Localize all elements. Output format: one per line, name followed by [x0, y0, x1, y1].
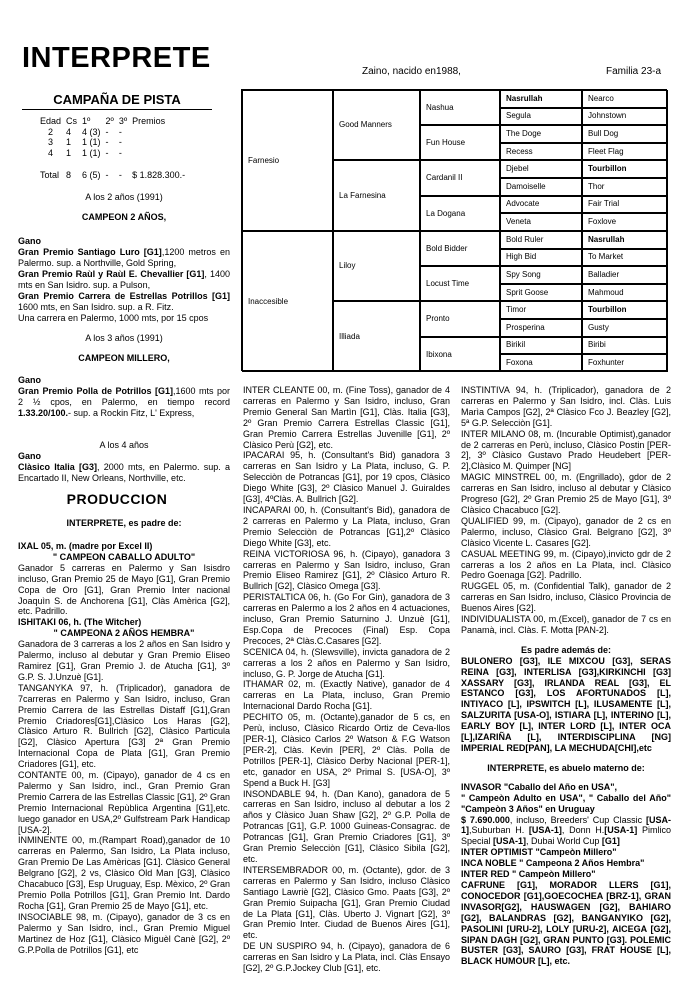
age-2-heading: A los 2 años (1991) — [85, 192, 163, 202]
offspring-column-3 — [461, 385, 671, 967]
stats-cell: 4 (3) — [82, 126, 101, 137]
horse-name-title: INTERPRETE — [22, 42, 211, 74]
pedigree-g4: Damoiselle — [500, 178, 582, 196]
pedigree-g4: Timor — [500, 301, 582, 319]
stats-cell: $ 1.828.300.- — [132, 170, 186, 180]
coat-birth-info: Zaino, nacido en1988, — [362, 66, 461, 77]
pedigree-g5: Balladier — [582, 266, 668, 284]
offspring-entry: INSOCIABLE 98, m. (Cipayo), ganador de 3 cs en Palermo y San Isidro, incl., Gran Premio Miguel Martinez de Hoz [G1], Clàsico Miguèl Canè [G2], 2º G.P.Polla de Potrillos [G1], etc — [18, 911, 230, 955]
pedigree-g3: Nashua — [420, 90, 500, 125]
pedigree-g4: Prosperina — [500, 319, 582, 337]
stats-header: Edad — [40, 116, 62, 126]
stats-row — [40, 127, 190, 138]
pedigree-g4: Foxona — [500, 354, 582, 372]
offspring-entry: MAGIC MINSTREL 00, m. (Engrillado), gdor de 2 carreras en San Isidro, incluso al debutar y Clàsico Progreso [G2], 2º Gran Premio 25 de Mayo [G1], 3º Clàsico Chacabuco [G2]. — [461, 472, 671, 515]
offspring-entry: CASUAL MEETING 99, m. (Cipayo),invicto gdr de 2 carreras a los 2 años en La Plata, incl. Clàsico Pedro Goenaga [G2]. Padrillo. — [461, 548, 671, 581]
stats-cell: - — [105, 170, 109, 180]
stats-cell: - — [118, 126, 122, 137]
pedigree-g4: Recess — [500, 143, 582, 161]
offspring-column-2 — [243, 385, 450, 974]
offspring-entry: DE UN SUSPIRO 94, h. (Cipayo), ganadora de 6 carreras en San Isidro y La Plata, incl. Clàs Ensayo [G2], 2º G.P.Jockey Club [G1], etc. — [243, 941, 450, 974]
pedigree-g3: Bold Bidder — [420, 231, 500, 266]
production-subtitle: INTERPRETE, es padre de: — [66, 518, 182, 528]
pedigree-dam: Inaccesible — [242, 231, 333, 372]
pedigree-g5: Tourbillon — [582, 160, 668, 178]
pedigree-g5: Fair Trial — [582, 196, 668, 214]
stats-cell: 4 — [66, 126, 72, 137]
pedigree-g3: Locust Time — [420, 266, 500, 301]
pedigree-g4: Segula — [500, 108, 582, 126]
race-line: Una carrera en Palermo, 1000 mts, por 15 cpos — [18, 313, 209, 323]
offspring-entry: INCAPARAI 00, h. (Consultant's Bid), ganadora de 2 carreras en Palermo y La Plata, incluso, Gran Premio Selecciòn de Potrancas [G1],2º Clàsico Diego White [G3], etc. — [243, 504, 450, 548]
pedigree-g4: Bold Ruler — [500, 231, 582, 249]
offspring-entry: INTER MILANO 08, m. (Incurable Optimist),ganador de 2 carreras en Perù, incluso, Clàsico Postin [PER-2], 3º Clàsico Gustavo Prado Heudebert [PER-2],Clàsico M. Quimper [NG] — [461, 428, 671, 472]
stats-total-row — [40, 170, 190, 181]
offspring-entry: INDIVIDUALISTA 00, m.(Excel), ganador de 7 cs en Panamà, incl. Clàs. F. Motta [PAN-2]. — [461, 614, 671, 635]
stats-header: 3º — [118, 116, 128, 126]
race-line: Clàsico Italia [G3], 2000 mts, en Palermo. sup. a Encartado II, New Orleans, Northville, etc. — [18, 462, 230, 483]
stats-cell: - — [118, 170, 122, 180]
stats-row — [40, 148, 190, 159]
stats-cell — [132, 137, 190, 148]
pedigree-g5: Gusty — [582, 319, 668, 337]
stats-cell: - — [118, 137, 122, 147]
pedigree-g5: Nasrullah — [582, 231, 668, 249]
pedigree-g4: High Bid — [500, 249, 582, 267]
wins-2-block — [18, 236, 230, 324]
pedigree-g2: La Farnesina — [333, 160, 420, 231]
grandsire-title: INTERPRETE, es abuelo materno de: — [487, 762, 645, 773]
pedigree-g5: Foxlove — [582, 213, 668, 231]
gano-label: Gano — [18, 375, 42, 385]
grandsire-line: INCA NOBLE " Campeona 2 Años Hembra" — [461, 858, 645, 869]
family-number: Familia 23-a — [606, 66, 662, 77]
champion-2-heading: CAMPEON 2 AÑOS, — [81, 212, 167, 222]
offspring-entry: TANGANYKA 97, h. (Triplicador), ganadora de 7carreras en Palermo y San Isidro, incluso, Gran Premio Carrera de las Estrellas Distaff [G1],Gran Premio Criadores[G1],Clàsico Los Haras [G2], Clàsico Arturo R. Bullrich [G2], Clàsico Particula [G2], Clàsico Apertura [G3] 2ª Gran Premio Internacional Copa de Plata [G1], Gran Premio Criadores [G1], etc. — [18, 682, 230, 770]
pedigree-g2: Good Manners — [333, 90, 420, 160]
champion-3-heading: CAMPEON MILLERO, — [78, 353, 170, 363]
pedigree-g3: Fun House — [420, 125, 500, 160]
pedigree-g5: Fleet Flag — [582, 143, 668, 161]
pedigree-g5: Tourbillon — [582, 301, 668, 319]
pedigree-g2: Illiada — [333, 301, 420, 372]
stats-cell: 1 (1) — [82, 137, 101, 147]
stats-cell: 8 — [66, 170, 72, 180]
pedigree-g5: To Market — [582, 249, 668, 267]
pedigree-g5: Biribi — [582, 337, 668, 355]
pedigree-g5: Johnstown — [582, 108, 668, 126]
offspring-name: IXAL 05, m. (madre por Excel II) — [18, 541, 153, 551]
stats-cell: 3 — [48, 137, 54, 147]
stats-header: 2º — [105, 116, 114, 126]
pedigree-chart — [241, 89, 667, 371]
campaign-title: CAMPAÑA DE PISTA — [22, 92, 212, 110]
offspring-entry: IPACARAI 95, h. (Consultant's Bid) ganadora 3 carreras en San Isidro y La Plata, incluso, G. P. Selecciòn de Potrancas [G1], por 19 cpos, Clàsico Diego White [G3], 2º Clàsico Manuel J. Guiraldes [G3], 4ºClàs. A. Bullrich [G2]. — [243, 450, 450, 505]
campaign-stats-table — [40, 116, 190, 181]
race-line: Gran Premio Polla de Potrillos [G1],1600 mts por 2 ½ cpos, en Palermo, en tiempo record 1.33.20/100.- sup. a Rockin Fitz, L' Express, — [18, 386, 230, 418]
offspring-entry: PECHITO 05, m. (Octante),ganador de 5 cs, en Perù, incluso, Clàsico Ricardo Ortiz de Ceva-llos [PER-1], Clàsico Carlos 2º Watson & F.G Watson [PER-2], Clàs. Kevin [PER], 2º Clàs. Polla de Potrillos [PER-1], Clàsico Derby Nacional [PER-1], etc, ganador en USA, 2º Primal S. [USA-O], 3º Spend a Buck H. [G3] — [243, 712, 450, 788]
pedigree-g4: Birikil — [500, 337, 582, 355]
pedigree-g4: The Doge — [500, 125, 582, 143]
pedigree-g3: Cardanil II — [420, 160, 500, 196]
stats-cell: 1 — [66, 137, 72, 147]
wins-4-block — [18, 451, 230, 484]
grandsire-list: CAFRUNE [G1], MORADOR LLERS [G1], CONOCEDOR [G1],GOECOCHEA [BRZ-1], GRAN INVASOR[G2], HAUSWAGEN [G2], BAHIARO [G2], BALANDRAS [G2], BANGANYIKO [G2], PASOLINI [URU-2], LOLY [URU-2], AICEGA [G2], SIPAN DAGH [G2], GRAN PUNTO [G3]. POLEMIC BUSTER [G3], SAURO [G3], FRAT HOUSE [L], BLACK HUMOUR [L], etc. — [461, 879, 671, 967]
stats-header: Premios — [132, 116, 166, 126]
pedigree-g5: Bull Dog — [582, 125, 668, 143]
offspring-title: " CAMPEON CABALLO ADULTO" — [52, 551, 196, 562]
pedigree-g4: Veneta — [500, 213, 582, 231]
stats-cell: 1 — [66, 147, 72, 158]
pedigree-g5: Thor — [582, 178, 668, 196]
stats-cell: 4 — [48, 147, 54, 158]
offspring-desc: Ganador 5 carreras en Palermo y San Isisdro incluso, Gran Premio 25 de Mayo [G1], Gran Premio Copa de Oro [G1], Gran Premio Inter nacional Joaquìn S. de Anchorena [G1], Clàs Amèrica [G2], etc. Padrillo. — [18, 562, 230, 617]
gano-label: Gano — [18, 451, 42, 461]
race-line: Gran Premio Carrera de Estrellas Potrillos [G1] 1600 mts, en San Isidro. sup. a R. Fitz. — [18, 291, 230, 312]
race-line: Gran Premio Raùl y Raùl E. Chevallier [G1], 1400 mts en San Isidro. sup. a Pulson, — [18, 269, 230, 290]
offspring-entry: INMINENTE 00, m.(Rampart Road),ganador de 10 carreras en Palermo, San Isidro, La Plata incluso, Gran Premio De Las Amèricas [G1]. Clàsico General Belgrano [G2], 2 vs, Clàsico Old Man [G3], Clàsico Chacabuco [G3], Esp Uruguay, Esp. Mèxico, 2º Gran Premio Polla Potrillos [G1], Gran Premio Int. Dardo Rocha [G1], Gran Premio 25 de Mayo [G1], etc. — [18, 835, 230, 911]
pedigree-g4: Nasrullah — [500, 90, 582, 108]
pedigree-g4: Advocate — [500, 196, 582, 214]
offspring-entry: QUALIFIED 99, m. (Cipayo), ganador de 2 cs en Palermo, incluso, Clàsico Gral. Belgrano [G2], 3º Clàsico Vicente L. Casares [G2]. — [461, 515, 671, 548]
offspring-entry: INSTINTIVA 94, h. (Triplicador), ganadora de 2 carreras en Palermo y San Isidro, incl. Clàs. Luis Marìa Campos [G2], 2ª Clàsico Fco J. Beazley [G2], 5ª G.P. Selecciòn [G1]. — [461, 385, 671, 428]
pedigree-g5: Mahmoud — [582, 284, 668, 302]
pedigree-g5: Foxhunter — [582, 354, 668, 372]
stats-cell: 2 — [48, 126, 54, 137]
pedigree-g4: Sprit Goose — [500, 284, 582, 302]
pedigree-g4: Spy Song — [500, 266, 582, 284]
pedigree-sire: Farnesio — [242, 90, 333, 231]
offspring-entry: INTERSEMBRADOR 00, m. (Octante), gdor. de 3 carreras en Palermo y San Isidro, incluso Clàsico Santiago Lawriè [G2], Clàsico Gmo. Paats [G3], 2º Gran Premio Suipacha [G1], Gran Premio Ciudad de La Plata [G1], Clàs. Uberto J. Vignart [G2], 3º Gran Premio Inter. Ciudad de Buenos Aires [G1], etc. — [243, 864, 450, 941]
wins-3-block — [18, 375, 230, 419]
stats-row — [40, 137, 190, 148]
offspring-entry: PERISTALTICA 06, h. (Go For Gin), ganadora de 3 carreras en Palermo a los 2 años en 4 actuaciones, incluso, Gran Premio Saturnino J. Unzuè [G1], Esp.Copa de Precoces (Final) Esp. Copa Precoces, 2ª Clàs.C.Casares [G2]. — [243, 592, 450, 646]
stats-cell — [132, 127, 190, 138]
stats-header: 1º — [82, 116, 91, 126]
stats-cell: - — [105, 137, 109, 147]
offspring-name: ISHITAKI 06, h. (The Witcher) — [18, 617, 142, 628]
stats-cell: 1 (1) — [82, 147, 101, 158]
offspring-entry: RUGGEL 05, m. (Confidential Talk), ganador de 2 carreras en San Isidro, incluso, Clàsico Provincia de Buenos Aires [G2]. — [461, 581, 671, 614]
offspring-entry: REINA VICTORIOSA 96, h. (Cipayo), ganadora 3 carreras en Palermo y San Isidro, incluso, Gran Premio Eliseo Ramirez [G1], 2º Clàsico Arturo R. Bullrich [G2], Clàsico Omega [G3]. — [243, 548, 450, 592]
grandsire-line: INVASOR "Caballo del Año en USA", — [461, 781, 618, 792]
grandsire-line: INTER OPTIMIST "Campeòn Millero" — [461, 847, 617, 858]
age-4-heading: A los 4 años — [99, 440, 149, 450]
stats-cell: - — [105, 126, 109, 137]
race-line: Gran Premio Santiago Luro [G1],1200 metros en Palermo. sup. a Northville, Gold Spring, — [18, 247, 230, 268]
offspring-title: " CAMPEONA 2 AÑOS HEMBRA" — [53, 628, 195, 639]
age-3-heading: A los 3 años (1991) — [85, 333, 163, 343]
offspring-column-1 — [18, 541, 230, 955]
offspring-entry: INSONDABLE 94, h. (Dan Kano), ganadora de 5 carreras en San Isidro, incluso al debutar a los 2 años y Clàsico Juan Shaw [G2], 2º G.P. Polla de Potrancas [G1], G.P. 1000 Guineas-Consagrac. de Potrancas [G1], Gran Premio Criadores [G1], 3º Gran Premio Selecciòn [G1], Clàsico Sibila [G2], etc. — [243, 788, 450, 864]
stats-cell: - — [118, 147, 122, 158]
offspring-desc: Ganadora de 3 carreras a los 2 años en San Isidro y Palermo, incluso al debutar y Gran Premio Eliseo Ramirez [G1], Gran Premio J. de Atucha [G1], 3º G.P. S. J.Unzuè [G1]. — [18, 639, 230, 682]
stats-header: Cs — [66, 116, 78, 126]
stats-cell: - — [105, 147, 109, 158]
production-title: PRODUCCION — [66, 491, 168, 507]
offspring-entry: SCENICA 04, h. (Slewsville), invicta ganadora de 2 carreras a los 2 años en Palermo y San Isidro, incluso, G. P. Jorge de Atucha [G1]. — [243, 646, 450, 679]
also-sire-list: BULONERO [G3], ILE MIXCOU [G3], SERAS REINA [G3], INTERLISA [G3],KIRKINCHI [G3] XASSARY [G3], IRLANDA REAL [G3], EL ESTANCO [G3], LOS AFORTUNADOS [L], INTIYACO [L], IPSWITCH [L], ILUSAMENTE [L], SALZURITA [USA-O], ISTIARA [L], INTERINO [L], EARLY BOY [L], INTER LORD [L], INTER OCA [L],IZARIÑA [L], INTERDISCIPLINA [NG] IMPERIAL RED[PAN], LA MECHUDA[CHI],etc — [461, 655, 671, 753]
pedigree-g3: La Dogana — [420, 196, 500, 231]
also-sire-title: Es padre además de: — [520, 644, 612, 655]
pedigree-g3: Ibixona — [420, 337, 500, 372]
stats-cell: Total — [40, 170, 60, 180]
offspring-entry: INTER CLEANTE 00, m. (Fine Toss), ganador de 4 carreras en Palermo y San Isidro, incluso, Gran Premio General San Martìn [G1], Clàs. Italia [G3], 2º Gran Premio Carrera Estrellas Classic [G1], Gran Premio Carrera Estrellas Juvenille [G1], 2º Clàsico Perù [G2], etc. — [243, 385, 450, 450]
offspring-entry: CONTANTE 00, m. (Cipayo), ganador de 4 cs en Palermo y San Isidro, incl., Gran Premio Gran Premio Carrera de las Estrellas Classic [G1], 2º Gran Premio Internacional Repùblica Argentina [G1],etc. luego ganador en USA,2º Gulfstream Park Handicap [USA-2]. — [18, 770, 230, 835]
offspring-entry: ITHAMAR 02, m. (Exactly Native), ganador de 4 carreras en La Plata, incluso, Gran Premio Internacional Dardo Rocha [G1]. — [243, 679, 450, 712]
pedigree-g2: Liloy — [333, 231, 420, 301]
grandsire-line: $ 7.690.000, incluso, Breeders' Cup Classic [USA-1],Suburban H. [USA-1], Donn H.[USA-1] Pimlico Special [USA-1], Dubai World Cup [G1] — [461, 814, 672, 847]
stats-cell — [132, 148, 190, 159]
pedigree-g5: Nearco — [582, 90, 668, 108]
stats-cell: 6 (5) — [82, 170, 101, 180]
stats-header-row — [40, 116, 190, 127]
grandsire-line: " Campeòn Adulto en USA", " Caballo del Año" "Campeòn 3 Años" en Uruguay — [461, 792, 671, 814]
grandsire-line: INTER RED " Campeòn Millero" — [461, 869, 596, 880]
pedigree-g3: Pronto — [420, 301, 500, 337]
gano-label: Gano — [18, 236, 42, 246]
pedigree-g4: Djebel — [500, 160, 582, 178]
